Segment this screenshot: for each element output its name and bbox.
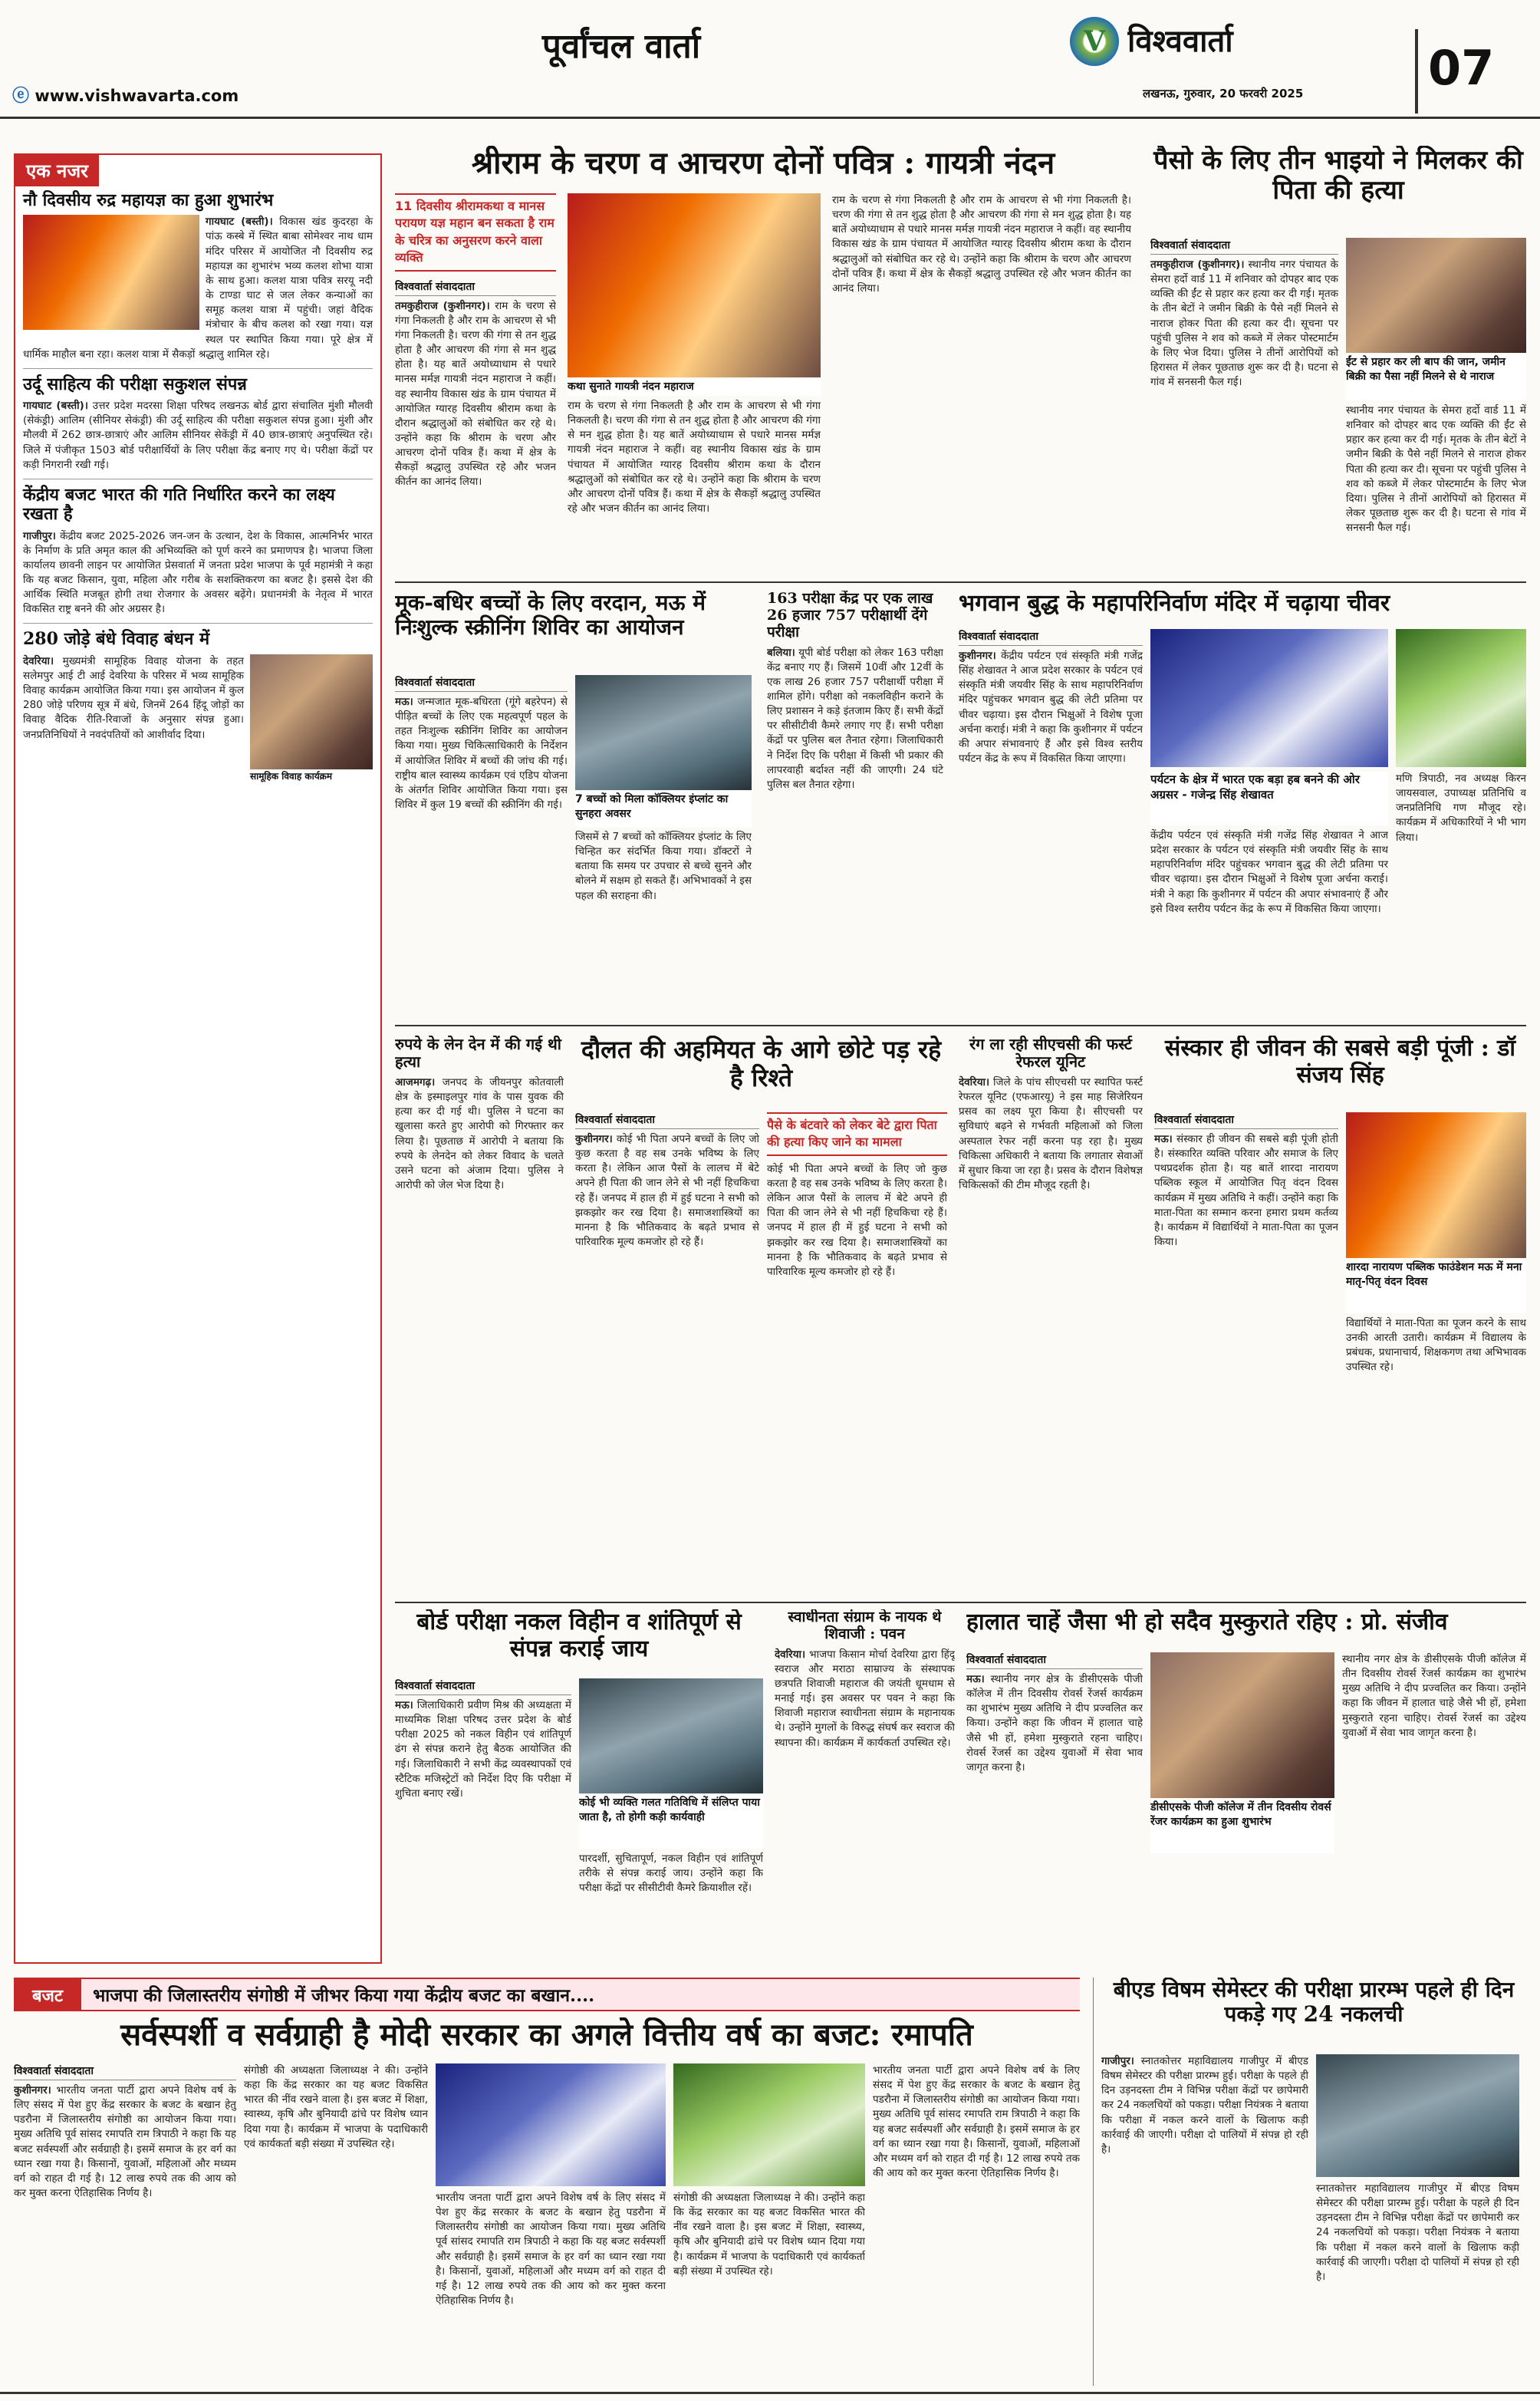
mook-byline: विश्ववार्ता संवाददाता: [395, 675, 568, 692]
sidebar-s1-text: विकास खंड कुदरहा के पांऊ कस्बे में स्थित बाबा सोमेश्वर नाथ धाम मंदिर परिसर में आयोजित नौ दिवसीय रुद्र महायज्ञ का शुभारंभ भव्य कलश शोभा यात्रा के साथ हुआ। कलश यात्रा पवित्र सरयू नदी के टाण्डा घाट से जल लेकर कन्याओं का समूह कलश यात्रा में पहुंची। जहां वैदिक मंत्रोचार के बीच कलश को रखा गया। यज्ञ स्थल पर स्थापित किया गया। पूरे क्षेत्र में धार्मिक माहौल बना रहा। कलश यात्रा में सैकड़ों श्रद्धालु शामिल रहे।: [23, 216, 373, 361]
mook-photo: [575, 675, 752, 790]
board-byline: विश्ववार्ता संवाददाता: [395, 1678, 571, 1695]
gayatri-headline: श्रीराम के चरण व आचरण दोनों पवित्र : गायत्री नंदन: [471, 146, 1055, 181]
buddha-byline: विश्ववार्ता संवाददाता: [959, 629, 1143, 646]
sanjeev-text-b: स्थानीय नगर क्षेत्र के डीसीएसके पीजी कॉलेज में तीन दिवसीय रोवर्स रेंजर्स कार्यक्रम का शुभारंभ मुख्य अतिथि ने दीप प्रज्वलित कर किया। उन्होंने कहा कि जीवन में हालात चाहे जैसे भी हों, हमेशा मुस्कुराते रहना चाहिए। रोवर्स रेंजर्स का उद्देश्य युवाओं में सेवा भाव जागृत करना है।: [1342, 1653, 1526, 1739]
gayatri-caption: कथा सुनाते गायत्री नंदन महाराज: [568, 379, 821, 396]
board-place: मऊ।: [395, 1699, 413, 1711]
daulat-headline: दौलत की अहमियत के आगे छोटे पड़ रहे है रिश्ते: [581, 1036, 942, 1092]
bed-photo: [1316, 2054, 1519, 2177]
bed-headline: बीएड विषम सेमेस्टर की परीक्षा प्रारम्भ पहले ही दिन पकड़े गए 24 नकलची: [1113, 1978, 1515, 2027]
bed-text-b: स्नातकोत्तर महाविद्यालय गाजीपुर में बीएड विषम सेमेस्टर की परीक्षा प्रारम्भ हुई। परीक्षा के पहले ही दिन उड़नदस्ता टीम ने विभिन्न परीक्षा केंद्रों पर छापेमारी कर 24 नकलचियों को पकड़ा। परीक्षा नियंत्रक ने बताया कि परीक्षा में नकल करने वालों के खिलाफ कड़ी कार्रवाई की जाएगी। परीक्षा दो पालियों में संपन्न हो रही है।: [1316, 2182, 1519, 2283]
story-buddha: [959, 591, 1526, 1020]
mook-text: जन्मजात मूक-बधिरता (गूंगे बहरेपन) से पीड़ित बच्चों के लिए एक महत्वपूर्ण पहल के तहत निःशुल्क स्क्रीनिंग शिविर का आयोजन किया गया। मुख्य चिकित्साधिकारी के निर्देशन में आयोजित शिविर में बच्चों की जांच की गई। राष्ट्रीय बाल स्वास्थ्य कार्यक्रम एवं एडिप योजना के अंतर्गत शिविर आयोजित किया गया। इस शिविर में कुल 19 बच्चों की स्क्रीनिंग की गई।: [395, 696, 568, 812]
budget-banner: [14, 1978, 1080, 2011]
sanskar-photo: [1346, 1112, 1526, 1258]
gayatri-text-b: राम के चरण से गंगा निकलती है और राम के आचरण से भी गंगा निकलती है। चरण की गंगा से तन शुद्ध होता है और आचरण की गंगा से मन शुद्ध होता है। यह बातें अयोध्याधाम से पधारे मानस मर्मज्ञ गायत्री नंदन महाराज ने कहीं। वह स्थानीय विकास खंड के ग्राम पंचायत में आयोजित ग्यारह दिवसीय श्रीराम कथा के दौरान श्रद्धालुओं को संबोधित कर रहे थे। उन्होंने कहा कि श्रीराम के चरण और आचरण दोनों पवित्र हैं। कथा में क्षेत्र के सैकड़ों श्रद्धालु उपस्थित रहे और भजन कीर्तन का आनंद लिया।: [568, 400, 821, 515]
teen-bhai-headline: पैसो के लिए तीन भाइयो ने मिलकर की पिता की हत्या: [1153, 146, 1523, 206]
pariksha-headline: 163 परीक्षा केंद्र पर एक लाख 26 हजार 757 परीक्षार्थी देंगे परीक्षा: [767, 591, 933, 641]
budget-byline: विश्ववार्ता संवाददाता: [14, 2063, 236, 2080]
sanskar-byline: विश्ववार्ता संवाददाता: [1154, 1112, 1338, 1129]
sidebar-s2-place: गायघाट (बस्ती)।: [23, 400, 88, 413]
buddha-text2: मणि त्रिपाठी, नव अध्यक्ष किरन जायसवाल, उपाध्यक्ष प्रतिनिधि व जनप्रतिनिधि गण मौजूद रहे। कार्यक्रम में अधिकारियों ने भी भाग लिया।: [1396, 772, 1526, 844]
story-bed: [1093, 1978, 1526, 2386]
sidebar-s3-text: केंद्रीय बजट 2025-2026 जन-जन के उत्थान, देश के विकास, आत्मनिर्भर भारत के निर्माण के प्रति अमृत काल की अभिव्यक्ति को पूर्ण करने का प्रमाणपत्र है। भाजपा जिला कार्यालय छावनी लाइन पर आयोजित प्रेसवार्ता में जनता प्रदेश भाजपा के पूर्व महामंत्री ने कहा कि यह बजट किसान, युवा, महिला और गरीब के सशक्तिकरण का बजट है। इससे देश की आर्थिक स्थिति मजबूत होगी तथा रोजगार के अवसर बढ़ेंगे। प्रधानमंत्री के नेतृत्व में भारत विकसित राष्ट्र बनने की ओर अग्रसर है।: [23, 529, 373, 616]
budget-text-d: संगोष्ठी की अध्यक्षता जिलाध्यक्ष ने की। उन्होंने कहा कि केंद्र सरकार का यह बजट विकसित भारत की नींव रखने वाला है। इस बजट में शिक्षा, स्वास्थ्य, कृषि और बुनियादी ढांचे पर विशेष ध्यान दिया गया है। कार्यक्रम में भाजपा के पदाधिकारी एवं कार्यकर्ता बड़ी संख्या में उपस्थित रहे।: [673, 2192, 865, 2277]
gayatri-byline: विश्ववार्ता संवाददाता: [395, 279, 556, 296]
buddha-headline: भगवान बुद्ध के महापरिनिर्वाण मंदिर में चढ़ाया चीवर: [959, 591, 1390, 617]
website-link[interactable]: ⓔ www.vishwavarta.com: [12, 87, 239, 106]
mook-caption: 7 बच्चों को मिला कॉक्लियर इंप्लांट का सुनहरा अवसर: [575, 792, 752, 827]
swadheenta-text: भाजपा किसान मोर्चा देवरिया द्वारा हिंदू स्वराज और मराठा साम्राज्य के संस्थापक छत्रपति शिवाजी महाराज की जयंती धूमधाम से मनाई गई। इस अवसर पर पवन ने कहा कि शिवाजी महाराज स्वाधीनता संग्राम के महानायक थे। उन्होंने मुगलों के विरुद्ध संघर्ष कर स्वराज की स्थापना की। कार्यक्रम में कार्यकर्ता उपस्थित रहे।: [775, 1648, 955, 1749]
sidebar-s4-photo: [250, 654, 373, 769]
budget-text-c: भारतीय जनता पार्टी द्वारा अपने विशेष वर्ष के लिए संसद में पेश हुए केंद्र सरकार के बजट के बखान हेतु पडरौना में जिलास्तरीय संगोष्ठी का आयोजन किया गया। मुख्य अतिथि पूर्व सांसद रमापति राम त्रिपाठी ने कहा कि यह बजट सर्वस्पर्शी और सर्वग्राही है। इसमें समाज के हर वर्ग का ध्यान रखा गया है। किसानों, युवाओं, महिलाओं और मध्यम वर्ग को राहत दी गई है। 12 लाख रुपये तक की आय को कर मुक्त करना ऐतिहासिक निर्णय है।: [436, 2192, 666, 2307]
logo-letter: V: [1084, 25, 1105, 58]
sidebar-s3-place: गाजीपुर।: [23, 529, 56, 542]
story-budget: [14, 2017, 1080, 2386]
story-mook: [395, 591, 752, 1020]
bed-place: गाजीपुर।: [1101, 2055, 1134, 2067]
story-board: [395, 1609, 763, 1970]
rupay-place: आजमगढ़।: [395, 1076, 436, 1089]
buddha-photo: [1150, 629, 1388, 767]
sidebar-s4-text: मुख्यमंत्री सामूहिक विवाह योजना के तहत सलेमपुर आई टी आई देवरिया के परिसर में भव्य सामूहिक विवाह कार्यक्रम आयोजित किया गया। इस आयोजन में कुल 280 जोड़े परिणय सूत्र में बंधे, जिनमें 264 हिंदू जोड़ों का विवाह वैदिक रीति-रिवाजों के अनुसार संपन्न हुआ। जनप्रतिनिधियों ने नवदंपतियों को आशीर्वाद दिया।: [23, 654, 244, 741]
budget-photo-2: [673, 2063, 865, 2186]
budget-photo: [436, 2063, 666, 2186]
row2-divider: [395, 1025, 1526, 1026]
daulat-pull-quote: पैसे के बंटवारे को लेकर बेटे द्वारा पिता की हत्या किए जाने का मामला: [767, 1112, 947, 1156]
dateline: लखनऊ, गुरुवार, 20 फरवरी 2025: [1143, 87, 1304, 100]
gayatri-pull-quote: 11 दिवसीय श्रीरामकथा व मानस परायण यज्ञ महान बन सकता है राम के चरित्र का अनुसरण करने वाला व्यक्ति: [395, 193, 556, 272]
rupay-text: जनपद के जीयनपुर कोतवाली क्षेत्र के इस्माइलपुर गांव के पास युवक की हत्या कर दी गई थी। पुलिस ने घटना का खुलासा करते हुए आरोपी को गिरफ्तार कर लिया है। पूछताछ में आरोपी ने बताया कि रुपये के लेनदेन को लेकर विवाद के चलते उसने घटना को अंजाम दिया। पुलिस ने आरोपी को जेल भेज दिया है।: [395, 1076, 564, 1192]
daulat-text: कोई भी पिता अपने बच्चों के लिए जो कुछ करता है वह सब उनके भविष्य के लिए करता है। लेकिन आज पैसों के लालच में बेटे अपने ही पिता की जान लेने से भी नहीं हिचकिचा रहे हैं। जनपद में हाल ही में हुई घटना ने सभी को झकझोर कर रख दिया है। समाजशास्त्रियों का मानना है कि भौतिकवाद के बढ़ते प्रभाव से पारिवारिक मूल्य कमजोर हो रहे हैं।: [575, 1133, 759, 1249]
sidebar-s2-headline: उर्दू साहित्य की परीक्षा सकुशल संपन्न: [23, 374, 247, 394]
section-title: पूर्वांचल वार्ता: [541, 27, 701, 66]
mook-place: मऊ।: [395, 696, 413, 708]
budget-text: भारतीय जनता पार्टी द्वारा अपने विशेष वर्ष के लिए संसद में पेश हुए केंद्र सरकार के बजट के बखान हेतु पडरौना में जिलास्तरीय संगोष्ठी का आयोजन किया गया। मुख्य अतिथि पूर्व सांसद रमापति राम त्रिपाठी ने कहा कि यह बजट सर्वस्पर्शी और सर्वग्राही है। इसमें समाज के हर वर्ग का ध्यान रखा गया है। किसानों, युवाओं, महिलाओं और मध्यम वर्ग को राहत दी गई है। 12 लाख रुपये तक की आय को कर मुक्त करना ऐतिहासिक निर्णय है।: [14, 2084, 236, 2200]
sidebar-s1-headline: नौ दिवसीय रुद्र महायज्ञ का हुआ शुभारंभ: [23, 190, 274, 210]
teen-bhai-text-b: स्थानीय नगर पंचायत के सेमरा हर्दो वार्ड 11 में शनिवार को दोपहर बाद एक व्यक्ति की ईंट से प्रहार कर हत्या कर दी गई। मृतक के तीन बेटों ने जमीन बिक्री के पैसे नहीं मिलने से नाराज होकर पिता की हत्या कर दी। सूचना पर पहुंची पुलिस ने शव को कब्जे में लेकर पोस्टमार्टम के लिए भेज दिया। पुलिस ने तीनों आरोपियों को हिरासत में लेकर पूछताछ शुरू कर दी है। घटना से गांव में सनसनी फैल गई।: [1346, 404, 1526, 535]
pariksha-place: बलिया।: [767, 646, 795, 659]
sanskar-headline: संस्कार ही जीवन की सबसे बड़ी पूंजी : डॉ संजय सिंह: [1164, 1036, 1516, 1089]
logo: [1070, 17, 1119, 66]
chc-headline: रंग ला रही सीएचसी की फर्स्ट रेफरल यूनिट: [969, 1036, 1132, 1071]
sanjeev-byline: विश्ववार्ता संवाददाता: [966, 1652, 1143, 1669]
sanskar-text2: विद्यार्थियों ने माता-पिता का पूजन करने के साथ उनकी आरती उतारी। कार्यक्रम में विद्यालय के प्रबंधक, प्रधानाचार्य, शिक्षकगण तथा अभिभावक उपस्थित रहे।: [1346, 1317, 1526, 1374]
story-sanjeev: [966, 1609, 1526, 1970]
gayatri-photo: [568, 193, 821, 377]
budget-text-e: भारतीय जनता पार्टी द्वारा अपने विशेष वर्ष के लिए संसद में पेश हुए केंद्र सरकार के बजट के बखान हेतु पडरौना में जिलास्तरीय संगोष्ठी का आयोजन किया गया। मुख्य अतिथि पूर्व सांसद रमापति राम त्रिपाठी ने कहा कि यह बजट सर्वस्पर्शी और सर्वग्राही है। इसमें समाज के हर वर्ग का ध्यान रखा गया है। किसानों, युवाओं, महिलाओं और मध्यम वर्ग को राहत दी गई है। 12 लाख रुपये तक की आय को कर मुक्त करना ऐतिहासिक निर्णय है।: [873, 2064, 1080, 2180]
budget-text-b: संगोष्ठी की अध्यक्षता जिलाध्यक्ष ने की। उन्होंने कहा कि केंद्र सरकार का यह बजट विकसित भारत की नींव रखने वाला है। इस बजट में शिक्षा, स्वास्थ्य, कृषि और बुनियादी ढांचे पर विशेष ध्यान दिया गया है। कार्यक्रम में भाजपा के पदाधिकारी एवं कार्यकर्ता बड़ी संख्या में उपस्थित रहे।: [244, 2064, 428, 2150]
sidebar-s4-headline: 280 जोड़े बंधे विवाह बंधन में: [23, 629, 210, 650]
story-sanskar: [1154, 1036, 1526, 1596]
swadheenta-place: देवरिया।: [775, 1648, 806, 1661]
gayatri-text-c: राम के चरण से गंगा निकलती है और राम के आचरण से भी गंगा निकलती है। चरण की गंगा से तन शुद्ध होता है और आचरण की गंगा से मन शुद्ध होता है। यह बातें अयोध्याधाम से पधारे मानस मर्मज्ञ गायत्री नंदन महाराज ने कहीं। वह स्थानीय विकास खंड के ग्राम पंचायत में आयोजित ग्यारह दिवसीय श्रीराम कथा के दौरान श्रद्धालुओं को संबोधित कर रहे थे। उन्होंने कहा कि श्रीराम के चरण और आचरण दोनों पवित्र हैं। कथा में क्षेत्र के सैकड़ों श्रद्धालु उपस्थित रहे और भजन कीर्तन का आनंद लिया।: [832, 194, 1131, 295]
daulat-text-b: कोई भी पिता अपने बच्चों के लिए जो कुछ करता है वह सब उनके भविष्य के लिए करता है। लेकिन आज पैसों के लालच में बेटे अपने ही पिता की जान लेने से भी नहीं हिचकिचा रहे हैं। जनपद में हाल ही में हुई घटना ने सभी को झकझोर कर रख दिया है। समाजशास्त्रियों का मानना है कि भौतिकवाद के बढ़ते प्रभाव से पारिवारिक मूल्य कमजोर हो रहे हैं।: [767, 1162, 947, 1278]
sidebar-s4-caption: सामूहिक विवाह कार्यक्रम: [250, 769, 373, 782]
buddha-text-b: केंद्रीय पर्यटन एवं संस्कृति मंत्री गजेंद्र सिंह शेखावत ने आज प्रदेश सरकार के पर्यटन एवं संस्कृति मंत्री जयवीर सिंह के साथ महापरिनिर्वाण मंदिर पहुंचकर भगवान बुद्ध की लेटी प्रतिमा पर चीवर चढ़ाया। इस दौरान भिक्षुओं ने विशेष पूजा अर्चना कराई। मंत्री ने कहा कि कुशीनगर में पर्यटन की अपार संभावनाएं हैं और इसे विश्व स्तरीय पर्यटन केंद्र के रूप में विकसित किया जाएगा।: [1150, 829, 1388, 915]
sanskar-place: मऊ।: [1154, 1133, 1173, 1145]
bed-text: स्नातकोत्तर महाविद्यालय गाजीपुर में बीएड विषम सेमेस्टर की परीक्षा प्रारम्भ हुई। परीक्षा के पहले ही दिन उड़नदस्ता टीम ने विभिन्न परीक्षा केंद्रों पर छापेमारी कर 24 नकलचियों को पकड़ा। परीक्षा नियंत्रक ने बताया कि परीक्षा में नकल करने वालों के खिलाफ कड़ी कार्रवाई की जाएगी। परीक्षा दो पालियों में संपन्न हो रही है।: [1101, 2055, 1308, 2156]
rupay-headline: रुपये के लेन देन में की गई थी हत्या: [395, 1036, 561, 1071]
teen-bhai-place: तमकुहीराज (कुशीनगर)।: [1150, 259, 1245, 271]
brand-name: विश्ववार्ता: [1127, 23, 1233, 59]
chc-text: जिले के पांच सीएचसी पर स्थापित फर्स्ट रेफरल यूनिट (एफआरयू) ने इस माह सिजेरियन प्रसव का लक्ष्य पूरा किया है। सीएचसी पर सुविधाएं बढ़ने से गर्भवती महिलाओं को जिला अस्पताल रेफर नहीं करना पड़ रहा है। मुख्य चिकित्सा अधिकारी ने बताया कि लगातार सेवाओं में सुधार किया जा रहा है। प्रसव के दौरान विशेषज्ञ चिकित्सकों की टीम मौजूद रहती है।: [959, 1076, 1143, 1192]
page-number: 07: [1428, 40, 1495, 96]
budget-tag: बजट: [14, 1979, 81, 2011]
footer-rule: [0, 2392, 1540, 2394]
buddha-place: कुशीनगर।: [959, 650, 996, 662]
sanjeev-place: मऊ।: [966, 1673, 985, 1685]
budget-banner-text: भाजपा की जिलास्तरीय संगोष्ठी में जीभर किया गया केंद्रीय बजट का बखान....: [93, 1985, 595, 2006]
row3-divider: [395, 1602, 1526, 1603]
board-photo: [579, 1678, 763, 1793]
sidebar-s1-place: गायघाट (बस्ती)।: [206, 216, 273, 229]
story-gayatri: [395, 146, 1139, 575]
sidebar-ek-nazar: [14, 153, 382, 1964]
teen-bhai-caption: ईंट से प्रहार कर ली बाप की जान, जमीन बिक्री का पैसा नहीं मिलने से थे नाराज: [1346, 354, 1526, 400]
story-rupay: [395, 1036, 564, 1596]
masthead: [0, 0, 1540, 123]
sidebar-s2-text: उत्तर प्रदेश मदरसा शिक्षा परिषद लखनऊ बोर्ड द्वारा संचालित मुंशी मौलवी (सेकंड्री) आलिम (सीनियर सेकंड्री) की उर्दू साहित्य की परीक्षा सकुशल संपन्न हुआ। मुंशी और मौलवी में 262 छात्र-छात्राएं और आलिम सीनियर सेकेंड्री में 40 छात्र-छात्राएं अनुपस्थित रहे। जिले में पंजीकृत 1503 बोर्ड परीक्षार्थियों के लिए परीक्षा केंद्र बनाए गए थे। परीक्षा केंद्रों पर कड़ी निगरानी रखी गई।: [23, 400, 373, 471]
board-headline: बोर्ड परीक्षा नकल विहीन व शांतिपूर्ण से संपन्न कराई जाय: [416, 1609, 742, 1662]
buddha-photo-2: [1396, 629, 1526, 767]
board-caption: कोई भी व्यक्ति गलत गतिविधि में संलिप्त पाया जाता है, तो होगी कड़ी कार्यवाही: [579, 1795, 763, 1849]
story-daulat: [575, 1036, 947, 1596]
sanjeev-photo: [1150, 1652, 1334, 1798]
buddha-text: केंद्रीय पर्यटन एवं संस्कृति मंत्री गजेंद्र सिंह शेखावत ने आज प्रदेश सरकार के पर्यटन एवं संस्कृति मंत्री जयवीर सिंह के साथ महापरिनिर्वाण मंदिर पहुंचकर भगवान बुद्ध की लेटी प्रतिमा पर चीवर चढ़ाया। इस दौरान भिक्षुओं ने विशेष पूजा अर्चना कराई। मंत्री ने कहा कि कुशीनगर में पर्यटन की अपार संभावनाएं हैं और इसे विश्व स्तरीय पर्यटन केंद्र के रूप में विकसित किया जाएगा।: [959, 650, 1143, 766]
daulat-place: कुशीनगर।: [575, 1133, 613, 1145]
globe-icon: ⓔ: [12, 87, 30, 106]
chc-place: देवरिया।: [959, 1076, 990, 1089]
pariksha-text: यूपी बोर्ड परीक्षा को लेकर 163 परीक्षा केंद्र बनाए गए हैं। जिसमें 10वीं और 12वीं के एक लाख 26 हजार 757 परीक्षार्थी परीक्षा में शामिल होंगे। परीक्षा को नकलविहीन कराने के लिए प्रशासन ने कड़े इंतजाम किए हैं। सभी केंद्रों पर सीसीटीवी कैमरे लगाए गए हैं। सभी परीक्षा केंद्रों पर पुलिस बल तैनात रहेगा। जिलाधिकारी ने निर्देश दिए कि परीक्षा में किसी भी प्रकार की लापरवाही बर्दाश्त नहीं की जाएगी। 24 घंटे पुलिस बल तैनात रहेगा।: [767, 646, 943, 791]
sidebar-s1-photo: [23, 215, 199, 330]
mast-divider: [1415, 29, 1418, 114]
story-swadheenta: [775, 1609, 955, 1970]
teen-bhai-byline: विश्ववार्ता संवाददाता: [1150, 238, 1338, 255]
board-text2: पारदर्शी, सुचितापूर्ण, नकल विहीन एवं शांतिपूर्ण तरीके से संपन्न कराई जाय। उन्होंने कहा कि परीक्षा केंद्रों पर सीसीटीवी कैमरे क्रियाशील रहें।: [579, 1853, 763, 1895]
sanskar-caption: शारदा नारायण पब्लिक फाउंडेशन मऊ में मना मातृ-पितृ वंदन दिवस: [1346, 1260, 1526, 1313]
sidebar-s3-headline: केंद्रीय बजट भारत की गति निर्धारित करने का लक्ष्य रखता है: [23, 484, 335, 525]
story-chc: [959, 1036, 1143, 1596]
story-teen-bhai: [1150, 146, 1526, 575]
mook-text2: जिसमें से 7 बच्चों को कॉक्लियर इंप्लांट के लिए चिन्हित कर संदर्भित किया गया। डॉक्टरों ने बताया कि समय पर उपचार से बच्चे सुनने और बोलने में सक्षम हो सकते हैं। अभिभावकों ने इस पहल की सराहना की।: [575, 831, 752, 902]
budget-place: कुशीनगर।: [14, 2084, 51, 2096]
gayatri-text-a: राम के चरण से गंगा निकलती है और राम के आचरण से भी गंगा निकलती है। चरण की गंगा से तन शुद्ध होता है और आचरण की गंगा से मन शुद्ध होता है। यह बातें अयोध्याधाम से पधारे मानस मर्मज्ञ गायत्री नंदन महाराज ने कहीं। वह स्थानीय विकास खंड के ग्राम पंचायत में आयोजित ग्यारह दिवसीय श्रीराम कथा के दौरान श्रद्धालुओं को संबोधित कर रहे थे। उन्होंने कहा कि श्रीराम के चरण और आचरण दोनों पवित्र हैं। कथा में क्षेत्र के सैकड़ों श्रद्धालु उपस्थित रहे और भजन कीर्तन का आनंद लिया।: [395, 299, 556, 489]
gayatri-place: तमकुहीराज (कुशीनगर)।: [395, 299, 490, 312]
buddha-caption: पर्यटन के क्षेत्र में भारत एक बड़ा हब बनने की ओर अग्रसर - गजेन्द्र सिंह शेखावत: [1150, 772, 1388, 825]
sanjeev-headline: हालात चाहें जैसा भी हो सदैव मुस्कुराते रहिए : प्रो. संजीव: [966, 1609, 1448, 1635]
mook-headline: मूक-बधिर बच्चों के लिए वरदान, मऊ में निःशुल्क स्क्रीनिंग शिविर का आयोजन: [395, 591, 706, 641]
row1-divider: [395, 581, 1526, 583]
mast-rule: [0, 117, 1540, 119]
board-text: जिलाधिकारी प्रवीण मिश्र की अध्यक्षता में माध्यमिक शिक्षा परिषद उत्तर प्रदेश के बोर्ड परीक्षा 2025 को नकल विहीन एवं शांतिपूर्ण ढंग से संपन्न कराने हेतु बैठक आयोजित की गई। जिलाधिकारी ने सभी केंद्र व्यवस्थापकों एवं स्टैटिक मजिस्ट्रेटों को निर्देश दिए कि परीक्षा में शुचिता बनाए रखें।: [395, 1699, 571, 1800]
daulat-byline: विश्ववार्ता संवाददाता: [575, 1112, 759, 1129]
sidebar-s4-place: देवरिया।: [23, 654, 54, 667]
budget-headline: सर्वस्पर्शी व सर्वग्राही है मोदी सरकार का अगले वित्तीय वर्ष का बजट: रमापति: [120, 2017, 973, 2053]
sanjeev-caption: डीसीएसके पीजी कॉलेज में तीन दिवसीय रोवर्स रेंजर कार्यक्रम का हुआ शुभारंभ: [1150, 1800, 1334, 1853]
story-pariksha: [767, 591, 943, 1020]
sidebar-tag: एक नजर: [15, 155, 99, 186]
teen-bhai-photo: [1346, 238, 1526, 353]
swadheenta-headline: स्वाधीनता संग्राम के नायक थे शिवाजी : पवन: [788, 1609, 942, 1642]
sanskar-text: संस्कार ही जीवन की सबसे बड़ी पूंजी होती है। संस्कारित व्यक्ति परिवार और समाज के लिए पथप्रदर्शक होता है। यह बातें शारदा नारायण पब्लिक स्कूल में आयोजित पितृ वंदन दिवस कार्यक्रम में मुख्य अतिथि ने कहीं। उन्होंने कहा कि माता-पिता का सम्मान करना हमारा प्रथम कर्तव्य है। कार्यक्रम में विद्यार्थियों ने माता-पिता का पूजन किया।: [1154, 1133, 1338, 1249]
sanjeev-text: स्थानीय नगर क्षेत्र के डीसीएसके पीजी कॉलेज में तीन दिवसीय रोवर्स रेंजर्स कार्यक्रम का शुभारंभ मुख्य अतिथि ने दीप प्रज्वलित कर किया। उन्होंने कहा कि जीवन में हालात चाहे जैसे भी हों, हमेशा मुस्कुराते रहना चाहिए। रोवर्स रेंजर्स का उद्देश्य युवाओं में सेवा भाव जागृत करना है।: [966, 1673, 1143, 1774]
teen-bhai-text: स्थानीय नगर पंचायत के सेमरा हर्दो वार्ड 11 में शनिवार को दोपहर बाद एक व्यक्ति की ईंट से प्रहार कर हत्या कर दी गई। मृतक के तीन बेटों ने जमीन बिक्री के पैसे नहीं मिलने से नाराज होकर पिता की हत्या कर दी। सूचना पर पहुंची पुलिस ने शव को कब्जे में लेकर पोस्टमार्टम के लिए भेज दिया। पुलिस ने तीनों आरोपियों को हिरासत में लेकर पूछताछ शुरू कर दी है। घटना से गांव में सनसनी फैल गई।: [1150, 259, 1338, 389]
